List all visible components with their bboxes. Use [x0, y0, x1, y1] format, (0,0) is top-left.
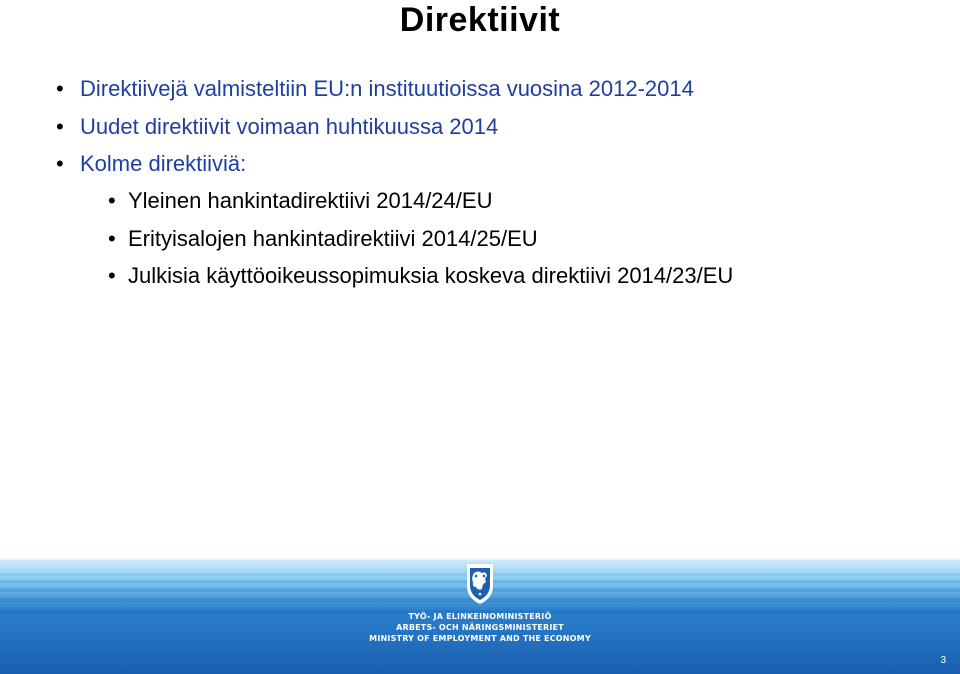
bullet-text: Erityisalojen hankintadirektiivi 2014/25/EU: [128, 226, 538, 251]
sub-bullet-item: [108, 226, 538, 252]
bullet-item: [56, 114, 499, 140]
bullet-item: [56, 76, 694, 102]
finnish-lion-coat-of-arms-icon: [455, 560, 505, 606]
slide-title: Direktiivit: [399, 1, 561, 39]
bullet-dot: •: [56, 76, 64, 101]
bullet-dot: •: [108, 263, 116, 288]
bullet-dot: •: [108, 226, 116, 251]
bullet-item: [56, 151, 247, 177]
bullet-dot: •: [56, 114, 64, 139]
ministry-name-en: MINISTRY OF EMPLOYMENT AND THE ECONOMY: [369, 634, 591, 643]
bullet-text: Direktiivejä valmisteltiin EU:n instituutioissa vuosina 2012-2014: [80, 76, 694, 101]
sub-bullet-item: [108, 188, 493, 214]
sub-bullet-item: [108, 263, 734, 289]
footer-band: [0, 558, 960, 674]
bullet-text: Yleinen hankintadirektiivi 2014/24/EU: [128, 188, 493, 213]
bullet-text: Uudet direktiivit voimaan huhtikuussa 2014: [80, 114, 499, 139]
ministry-name-sv: ARBETS- OCH NÄRINGSMINISTERIET: [396, 623, 564, 632]
ministry-name-fi: TYÖ- JA ELINKEINOMINISTERIÖ: [408, 612, 552, 621]
bullet-dot: •: [56, 151, 64, 176]
bullet-text: Julkisia käyttöoikeussopimuksia koskeva direktiivi 2014/23/EU: [128, 263, 734, 288]
bullet-dot: •: [108, 188, 116, 213]
bullet-text: Kolme direktiiviä:: [80, 151, 247, 176]
page-number: 3: [940, 655, 946, 666]
